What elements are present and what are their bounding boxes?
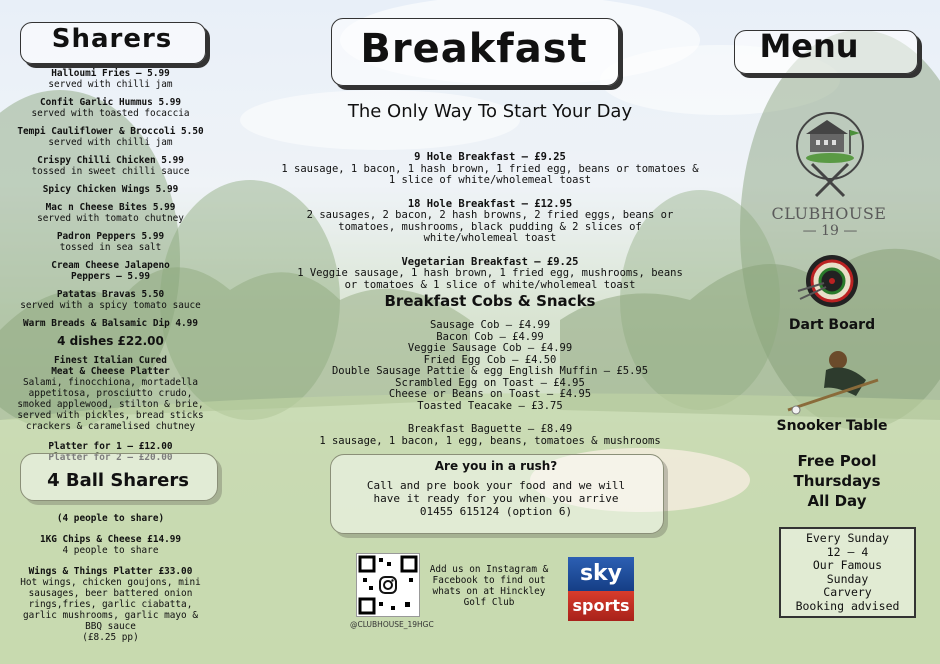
snooker-image bbox=[786, 340, 886, 420]
list-item bbox=[8, 97, 213, 119]
platter-price-1: Platter for 1 – £12.00 bbox=[48, 441, 173, 452]
item-desc: tossed in sea salt bbox=[59, 242, 162, 253]
four-ball-note: (4 people to share) bbox=[56, 513, 165, 524]
baguette-desc: 1 sausage, 1 bacon, 1 egg, beans, tomatoes & mushrooms bbox=[319, 434, 661, 447]
platter-price-2: Platter for 2 – £20.00 bbox=[48, 452, 173, 463]
item-desc: 4 people to share bbox=[62, 545, 159, 556]
item-desc: served with toasted focaccia bbox=[31, 108, 190, 119]
list-item: Veggie Sausage Cob – £4.99 bbox=[407, 342, 573, 354]
list-item: Scrambled Egg on Toast – £4.95 bbox=[395, 376, 585, 389]
clubhouse-name: CLUBHOUSE bbox=[771, 204, 887, 223]
rush-title: Are you in a rush? bbox=[434, 459, 558, 473]
item-name: Confit Garlic Hummus 5.99 bbox=[39, 97, 182, 108]
item-desc: served with chilli jam bbox=[48, 137, 173, 148]
sunday-line: Sunday bbox=[826, 571, 869, 586]
clubhouse-logo bbox=[771, 104, 892, 239]
list-item bbox=[280, 257, 700, 292]
rush-phone: 01455 615124 (option 6) bbox=[419, 505, 573, 518]
platter-title-2: Meat & Cheese Platter bbox=[51, 366, 170, 377]
rush-text bbox=[330, 460, 662, 518]
free-pool bbox=[742, 451, 932, 511]
item-name: 9 Hole Breakfast – £9.25 bbox=[414, 151, 566, 163]
item-name: Padron Peppers 5.99 bbox=[56, 231, 165, 242]
sky-sports-logo bbox=[568, 557, 634, 621]
sunday-line: 12 – 4 bbox=[826, 544, 869, 559]
sharers-title: Sharers bbox=[51, 24, 173, 54]
sharers-deal: 4 dishes £22.00 bbox=[57, 334, 164, 348]
list-item bbox=[280, 199, 700, 245]
list-item bbox=[8, 126, 213, 148]
list-item: Sausage Cob – £4.99 bbox=[429, 319, 551, 331]
sunday-line: Carvery bbox=[823, 585, 872, 599]
item-name: Vegetarian Breakfast – £9.25 bbox=[401, 255, 579, 268]
instagram-handle: @CLUBHOUSE_19HGC bbox=[350, 620, 434, 629]
social-text: Add us on Instagram & Facebook to find out whats on at Hinckley Golf Club bbox=[429, 564, 549, 608]
list-item bbox=[280, 152, 700, 187]
list-item: Toasted Teacake – £3.75 bbox=[417, 399, 563, 412]
list-item bbox=[8, 202, 213, 224]
list-item bbox=[8, 318, 213, 329]
sky-logo-bottom: sports bbox=[568, 591, 634, 621]
list-item: Bacon Cob – £4.99 bbox=[436, 330, 544, 343]
free-pool-line-2: Thursdays bbox=[793, 472, 881, 490]
free-pool-line-1: Free Pool bbox=[797, 452, 877, 470]
dartboard-icon bbox=[794, 253, 860, 313]
item-desc: Hot wings, chicken goujons, mini sausages, beer battered onion rings,fries, garlic ciabatta, garlic mushrooms, garlic mayo & BBQ sauce bbox=[20, 577, 201, 632]
qr-code[interactable] bbox=[356, 553, 420, 617]
sky-logo-top: sky bbox=[568, 557, 634, 591]
free-pool-line-3: All Day bbox=[807, 492, 867, 510]
list-item bbox=[8, 68, 213, 90]
item-desc: tossed in sweet chilli sauce bbox=[31, 166, 190, 177]
list-item: Double Sausage Pattie & egg English Muffin – £5.95 bbox=[331, 365, 649, 377]
sunday-carvery-box bbox=[779, 527, 916, 618]
list-item: Fried Egg Cob – £4.50 bbox=[423, 353, 557, 366]
item-name: Wings & Things Platter £33.00 bbox=[28, 566, 193, 577]
breakfast-title: Breakfast bbox=[360, 26, 588, 72]
item-name: 18 Hole Breakfast – £12.95 bbox=[407, 197, 573, 210]
list-item bbox=[8, 289, 213, 311]
item-name: Mac n Cheese Bites 5.99 bbox=[45, 202, 176, 213]
list-item: Cheese or Beans on Toast – £4.95 bbox=[388, 388, 592, 400]
list-item bbox=[8, 231, 213, 253]
snooker-player-icon bbox=[786, 340, 886, 420]
item-name: Crispy Chilli Chicken 5.99 bbox=[37, 155, 184, 166]
sunday-line: Every Sunday bbox=[805, 531, 890, 545]
list-item bbox=[8, 260, 213, 282]
baguette-name: Breakfast Baguette – £8.49 bbox=[407, 423, 573, 435]
snooker-label: Snooker Table bbox=[776, 418, 888, 434]
rush-line-1: Call and pre book your food and we will bbox=[366, 479, 626, 492]
clubhouse-number: — 19 — bbox=[802, 223, 858, 239]
menu-title: Menu bbox=[759, 27, 859, 65]
item-name: Spicy Chicken Wings 5.99 bbox=[42, 184, 179, 195]
dart-board-image bbox=[794, 253, 860, 313]
dart-board-label: Dart Board bbox=[788, 317, 876, 333]
sunday-line: Booking advised bbox=[795, 598, 900, 613]
list-item bbox=[8, 184, 213, 195]
item-desc: served with chilli jam bbox=[48, 79, 173, 90]
item-name: Warm Breads & Balsamic Dip 4.99 bbox=[23, 318, 198, 329]
cobs-title: Breakfast Cobs & Snacks bbox=[384, 292, 596, 310]
four-ball-list bbox=[8, 513, 213, 643]
item-desc: served with a spicy tomato sauce bbox=[20, 300, 201, 311]
platter-title-1: Finest Italian Cured bbox=[54, 355, 167, 366]
item-desc: 2 sausages, 2 bacon, 2 hash browns, 2 fried eggs, beans or tomatoes, mushrooms, black pudding & 2 slices of white/wholemeal toast bbox=[306, 209, 674, 244]
breakfast-list bbox=[280, 152, 700, 291]
four-ball-title: 4 Ball Sharers bbox=[47, 470, 189, 491]
instagram-icon bbox=[378, 575, 398, 595]
item-name: 1KG Chips & Cheese £14.99 bbox=[39, 534, 182, 545]
breakfast-tagline: The Only Way To Start Your Day bbox=[347, 101, 633, 122]
cobs-list bbox=[280, 320, 700, 447]
item-desc: 1 sausage, 1 bacon, 1 hash brown, 1 fried egg, beans or tomatoes & 1 slice of white/wholemeal toast bbox=[281, 162, 699, 186]
item-name: Cream Cheese Jalapeno Peppers – 5.99 bbox=[51, 260, 170, 282]
rush-line-2: have it ready for you when you arrive bbox=[373, 492, 619, 505]
clubhouse-crest-icon bbox=[772, 104, 892, 200]
list-item bbox=[8, 155, 213, 177]
sunday-line: Our Famous bbox=[812, 558, 883, 572]
item-desc: 1 Veggie sausage, 1 hash brown, 1 fried egg, mushrooms, beans or tomatoes & 1 slice of white/wholemeal toast bbox=[297, 267, 683, 291]
item-price-pp: (£8.25 pp) bbox=[82, 632, 139, 643]
platter-desc: Salami, finocchiona, mortadella appetitosa, prosciutto crudo, smoked applewood, stilton & brie, served with pickles, bread sticks crackers & caramelised chutney bbox=[17, 377, 204, 432]
sharers-list bbox=[8, 68, 213, 463]
item-name: Tempi Cauliflower & Broccoli 5.50 bbox=[17, 126, 204, 137]
item-desc: served with tomato chutney bbox=[37, 213, 184, 224]
item-name: Patatas Bravas 5.50 bbox=[56, 289, 165, 300]
item-name: Halloumi Fries – 5.99 bbox=[51, 68, 170, 79]
